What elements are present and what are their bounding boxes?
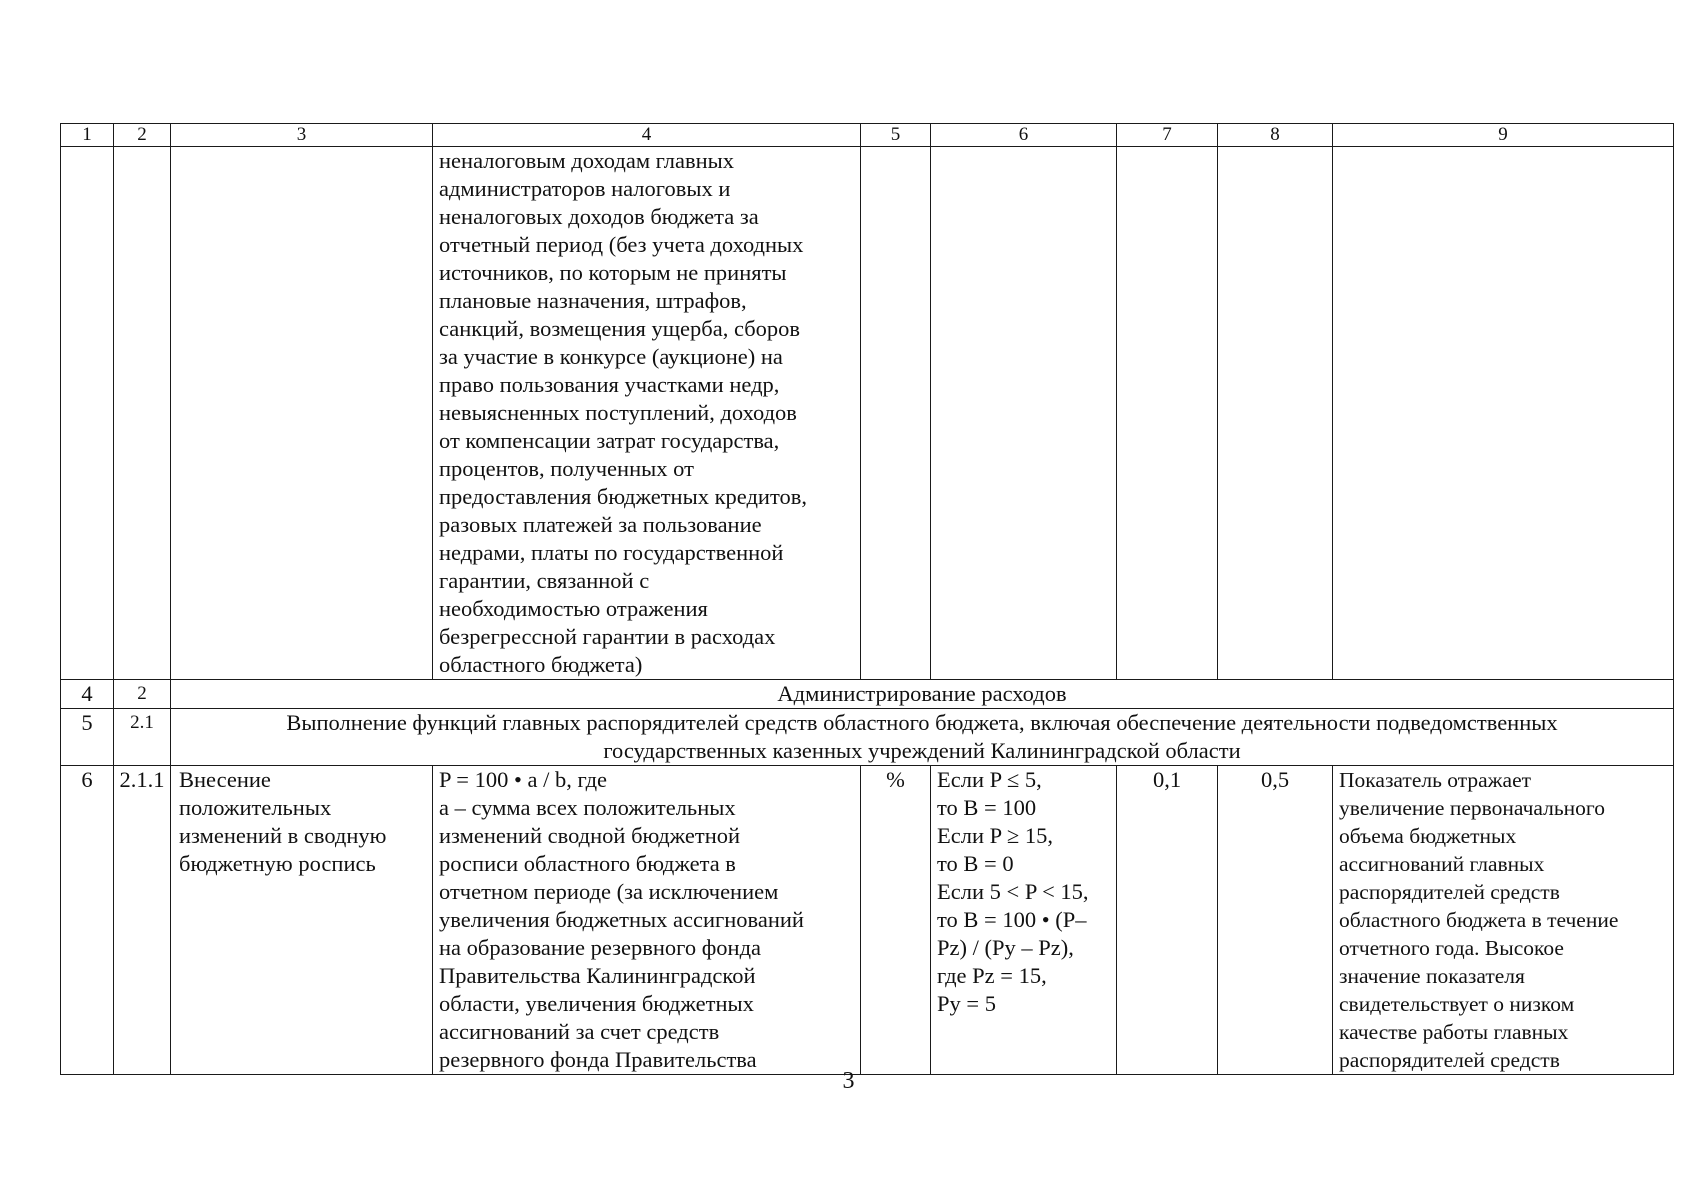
page-number: 3 (842, 1068, 855, 1094)
cont-cell-9 (1333, 147, 1674, 680)
indicator-code: 2.1.1 (114, 766, 171, 1075)
indicator-evaluation: Если P ≤ 5, то B = 100 Если P ≥ 15, то B = 0 Если 5 < P < 15, то B = 100 • (P– Pz) / (Py – Pz), где Pz = 15, Py = 5 (931, 766, 1117, 1075)
cont-cell-7 (1117, 147, 1218, 680)
column-number-2: 2 (114, 124, 171, 147)
cont-cell-3 (171, 147, 433, 680)
section-row (61, 680, 1674, 709)
indicators-table (60, 123, 1674, 1075)
cont-cell-8 (1218, 147, 1333, 680)
column-number-4: 4 (433, 124, 861, 147)
cont-cell-1 (61, 147, 114, 680)
section-number: 4 (61, 680, 114, 709)
indicator-number: 6 (61, 766, 114, 1075)
column-numbers-row (61, 124, 1674, 147)
section-title: Администрирование расходов (171, 680, 1674, 709)
column-number-9: 9 (1333, 124, 1674, 147)
indicator-row (61, 766, 1674, 1075)
cont-cell-5 (861, 147, 931, 680)
subsection-row (61, 709, 1674, 766)
indicator-description: Показатель отражает увеличение первоначального объема бюджетных ассигнований главных распорядителей средств областного бюджета в течение отчетного года. Высокое значение показателя свидетельствует о низком качестве работы главных распорядителей средств (1333, 766, 1674, 1075)
column-number-8: 8 (1218, 124, 1333, 147)
indicator-unit: % (861, 766, 931, 1075)
section-code: 2 (114, 680, 171, 709)
column-number-1: 1 (61, 124, 114, 147)
cont-cell-2 (114, 147, 171, 680)
column-number-3: 3 (171, 124, 433, 147)
cont-formula-text: неналоговым доходам главных администраторов налоговых и неналоговых доходов бюджета за отчетный период (без учета доходных источников, по которым не приняты плановые назначения, штрафов, санкций, возмещения ущерба, сборов за участие в конкурсе (аукционе) на право пользования участками недр, невыясненных поступлений, доходов от компенсации затрат государства, процентов, полученных от предоставления бюджетных кредитов, разовых платежей за пользование недрами, платы по государственной гарантии, связанной с необходимостью отражения безрегрессной гарантии в расходах областного бюджета) (433, 147, 861, 680)
column-number-6: 6 (931, 124, 1117, 147)
subsection-title: Выполнение функций главных распорядителей средств областного бюджета, включая обеспечение деятельности подведомственных государственных казенных учреждений Калининградской области (171, 709, 1674, 766)
cont-cell-6 (931, 147, 1117, 680)
indicator-col8-value: 0,5 (1218, 766, 1333, 1075)
indicator-name: Внесение положительных изменений в сводную бюджетную роспись (171, 766, 433, 1075)
subsection-number: 5 (61, 709, 114, 766)
subsection-code: 2.1 (114, 709, 171, 766)
indicator-col7-value: 0,1 (1117, 766, 1218, 1075)
indicator-formula: P = 100 • a / b, где a – сумма всех положительных изменений сводной бюджетной росписи областного бюджета в отчетном периоде (за исключением увеличения бюджетных ассигнований на образование резервного фонда Правительства Калининградской области, увеличения бюджетных ассигнований за счет средств резервного фонда Правительства (433, 766, 861, 1075)
column-number-5: 5 (861, 124, 931, 147)
column-number-7: 7 (1117, 124, 1218, 147)
continuation-row (61, 147, 1674, 680)
